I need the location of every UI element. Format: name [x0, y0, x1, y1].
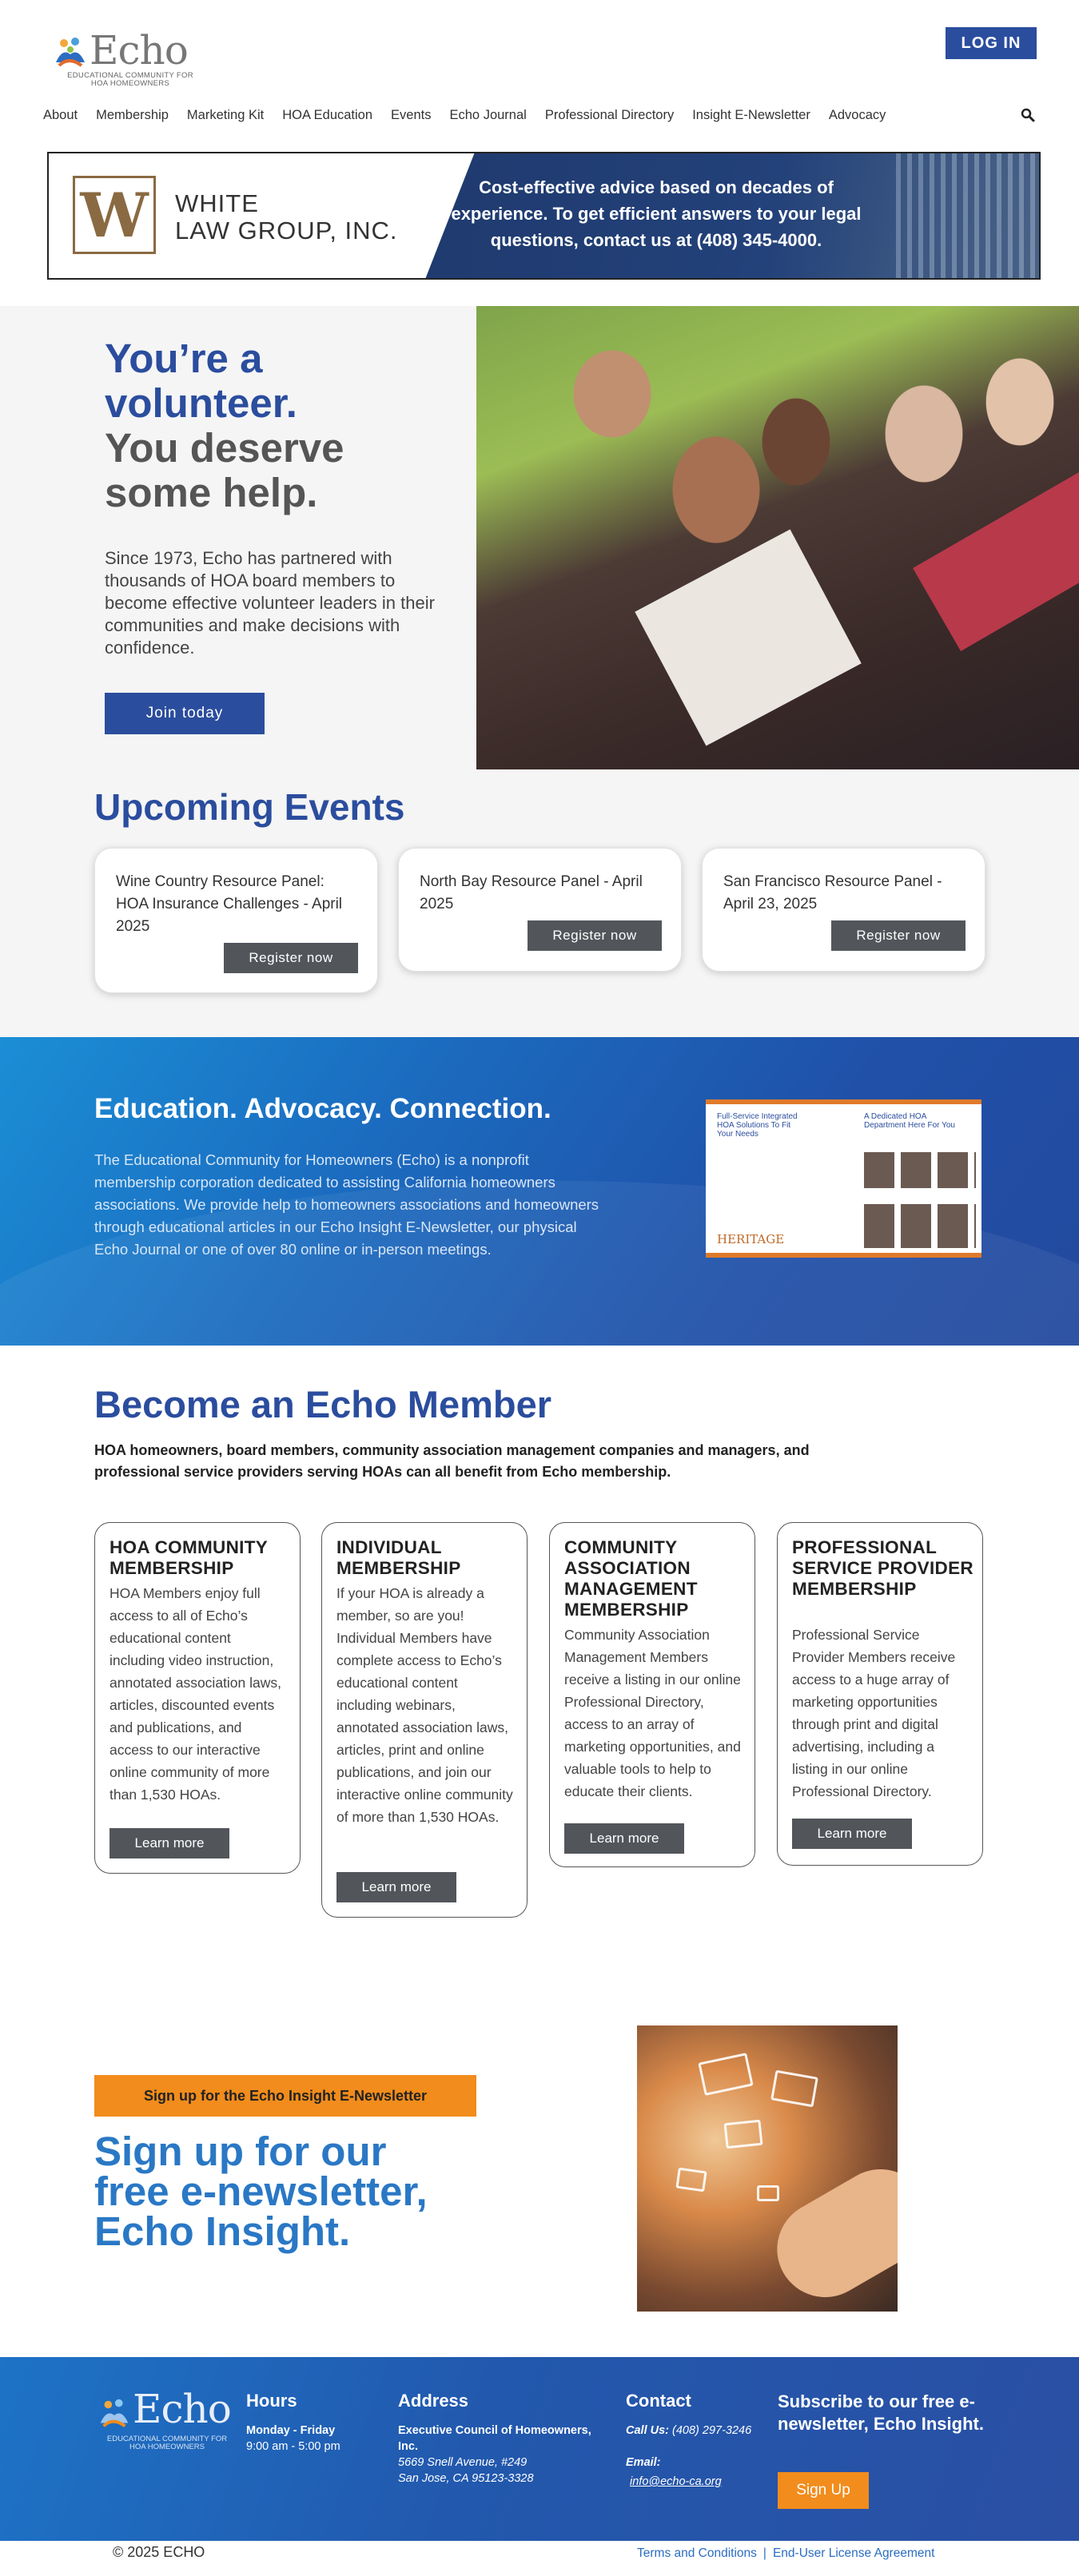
envelope-icon [757, 2185, 779, 2201]
eula-link[interactable]: End-User License Agreement [772, 2546, 935, 2560]
photo-paper [635, 529, 861, 745]
terms-link[interactable]: Terms and Conditions [637, 2546, 757, 2560]
building-image [896, 153, 1041, 280]
logo-tagline: EDUCATIONAL COMMUNITY FOR HOA HOMEOWNERS [67, 71, 193, 88]
heritage-bank-ad[interactable] [706, 1099, 981, 1258]
address-line1: 5669 Snell Avenue, #249 [398, 2456, 528, 2469]
hero-title-line4: some help. [105, 470, 318, 515]
subscribe-heading: Subscribe to our free e-newsletter, Echo Insight. [778, 2391, 984, 2434]
hero-title-line3: You deserve [105, 425, 344, 471]
contact-heading: Contact [626, 2391, 691, 2411]
site-footer [0, 2357, 1079, 2541]
heritage-bank-logo: HERITAGE [717, 1232, 785, 1246]
nav-hoa-education[interactable]: HOA Education [282, 107, 373, 122]
white-law-firm-name [175, 190, 398, 244]
membership-title: Become an Echo Member [94, 1383, 552, 1425]
envelope-icon [675, 2168, 707, 2192]
envelope-icon [698, 2053, 753, 2096]
membership-card-title: INDIVIDUAL MEMBERSHIP [336, 1537, 461, 1578]
search-icon[interactable] [1020, 107, 1036, 123]
white-law-ad-banner[interactable] [47, 152, 1041, 280]
membership-card-text: Community Association Management Members receive a listing in our online Professional Directory, access to an array of marketing opportunities, and valuable tools to help to educate their clients. [564, 1627, 741, 1799]
newsletter-title-line2: free e-newsletter, [94, 2169, 428, 2214]
volunteers-photo [476, 306, 1079, 769]
event-title[interactable]: North Bay Resource Panel - April 2025 [420, 873, 643, 912]
membership-card-title: HOA COMMUNITY MEMBERSHIP [109, 1537, 268, 1578]
address-heading: Address [398, 2391, 469, 2411]
nav-about[interactable]: About [43, 107, 78, 122]
copyright-text: © 2025 ECHO [113, 2544, 205, 2560]
hero-title [105, 336, 344, 515]
call-us-label: Call Us: [626, 2424, 669, 2437]
event-card [94, 848, 378, 993]
hero-description: Since 1973, Echo has partnered with thousands of HOA board members to become effective volunteer leaders in their communities and make decisions with confidence. [105, 548, 435, 658]
membership-card-title: PROFESSIONAL SERVICE PROVIDER MEMBERSHIP [792, 1537, 973, 1599]
membership-card-text: HOA Members enjoy full access to all of Echo’s educational content including video instruction, annotated association laws, articles, discounted events and publications, and access to our interactive online community of more than 1,530 HOAs. [109, 1585, 281, 1803]
event-card [702, 848, 985, 972]
main-nav [43, 105, 904, 125]
login-button[interactable]: LOG IN [946, 27, 1037, 59]
legal-separator: | [762, 2546, 766, 2560]
echo-logo[interactable] [51, 29, 191, 89]
membership-subtitle: HOA homeowners, board members, community association management companies and managers, and professional service providers serving HOAs can all benefit from Echo membership. [94, 1442, 810, 1480]
nav-advocacy[interactable]: Advocacy [828, 107, 886, 122]
nav-marketing-kit[interactable]: Marketing Kit [186, 107, 265, 122]
hero-title-line2: volunteer. [105, 380, 297, 426]
membership-card-professional-service-provider [777, 1522, 983, 1866]
hours-days: Monday - Friday [246, 2424, 336, 2437]
footer-logo-tagline: EDUCATIONAL COMMUNITY FOR HOA HOMEOWNERS [106, 2435, 228, 2451]
address-line2: San Jose, CA 95123-3328 [398, 2472, 534, 2485]
register-now-button[interactable]: Register now [831, 920, 966, 951]
contact-phone-row [626, 2423, 762, 2439]
site-header [0, 0, 1079, 140]
footer-logo-icon[interactable] [96, 2395, 133, 2432]
firm-name-line2: LAW GROUP, INC. [175, 217, 398, 244]
address-organization: Executive Council of Homeowners, Inc. [398, 2424, 591, 2453]
hero-section [0, 306, 1079, 1037]
event-card [398, 848, 682, 972]
footer-signup-button[interactable]: Sign Up [778, 2472, 869, 2509]
newsletter-signup-button[interactable]: Sign up for the Echo Insight E-Newsletter [94, 2075, 476, 2117]
membership-card-text: Professional Service Provider Members receive access to a huge array of marketing opportunities through print and digital advertising, including a listing in our online Professional Directory. [792, 1627, 956, 1799]
learn-more-button[interactable]: Learn more [109, 1828, 229, 1858]
white-law-monogram: W [73, 176, 156, 254]
register-now-button[interactable]: Register now [224, 943, 358, 973]
membership-card-community-association-management [549, 1522, 755, 1867]
hero-title-line1: You’re a [105, 336, 263, 381]
logo-people-icon [51, 34, 90, 72]
phone-link[interactable]: (408) 297-3246 [672, 2424, 752, 2437]
membership-card-text: If your HOA is already a member, so are you! Individual Members have complete access to Echo’s educational content including webinars, annotated association laws, articles, print and online publications, and join our interactive online community of more than 1,530 HOAs. [336, 1585, 513, 1825]
event-title[interactable]: Wine Country Resource Panel: HOA Insurance Challenges - April 2025 [116, 873, 343, 935]
envelope-icon [770, 2070, 818, 2108]
newsletter-title [94, 2129, 428, 2254]
learn-more-button[interactable]: Learn more [564, 1823, 684, 1854]
ad-text: Cost-effective advice based on decades of experience. To get efficient answers to your legal questions, contact us at (408) 345-4000. [451, 177, 862, 250]
nav-membership[interactable]: Membership [96, 107, 169, 122]
education-section [0, 1037, 1079, 1346]
newsletter-title-line3: Echo Insight. [94, 2208, 351, 2254]
nav-insight-enewsletter[interactable]: Insight E-Newsletter [692, 107, 810, 122]
photo-sleeve [913, 472, 1079, 651]
nav-echo-journal[interactable]: Echo Journal [449, 107, 527, 122]
hours-time: 9:00 am - 5:00 pm [246, 2440, 340, 2453]
membership-card-individual [321, 1522, 528, 1918]
learn-more-button[interactable]: Learn more [336, 1872, 456, 1902]
education-title: Education. Advocacy. Connection. [94, 1093, 551, 1124]
heritage-ad-left-text: Full-Service Integrated HOA Solutions To Fit Your Needs [717, 1112, 798, 1139]
education-description: The Educational Community for Homeowners (Echo) is a nonprofit membership corporation dedicated to assisting California homeowners associations. We provide help to homeowners associations and homeowners through educational articles in our Echo Insight E-Newsletter, our physical Echo Journal or one of over 80 online or in-person meetings. [94, 1151, 599, 1258]
email-label: Email: [626, 2456, 661, 2469]
staff-photos-divider [864, 1188, 976, 1204]
newsletter-title-line1: Sign up for our [94, 2129, 387, 2174]
nav-events[interactable]: Events [391, 107, 432, 122]
hand-image [759, 2152, 898, 2312]
nav-professional-directory[interactable]: Professional Directory [544, 107, 675, 122]
email-link[interactable]: info@echo-ca.org [630, 2475, 722, 2488]
hours-heading: Hours [246, 2391, 297, 2411]
footer-logo-wordmark[interactable]: Echo [133, 2386, 231, 2432]
membership-card-hoa-community [94, 1522, 301, 1874]
legal-links [637, 2544, 934, 2563]
envelope-icon [723, 2120, 762, 2149]
learn-more-button[interactable]: Learn more [792, 1819, 912, 1849]
event-title[interactable]: San Francisco Resource Panel - April 23, 2025 [723, 873, 942, 912]
register-now-button[interactable]: Register now [528, 920, 662, 951]
membership-card-title: COMMUNITY ASSOCIATION MANAGEMENT MEMBERSHIP [564, 1537, 698, 1620]
email-envelopes-photo [637, 2025, 898, 2312]
join-today-button[interactable]: Join today [105, 693, 265, 734]
heritage-ad-right-text: A Dedicated HOA Department Here For You [864, 1112, 955, 1130]
upcoming-events-title: Upcoming Events [94, 786, 405, 828]
firm-name-line1: WHITE [175, 189, 259, 217]
logo-wordmark: Echo [90, 27, 188, 74]
